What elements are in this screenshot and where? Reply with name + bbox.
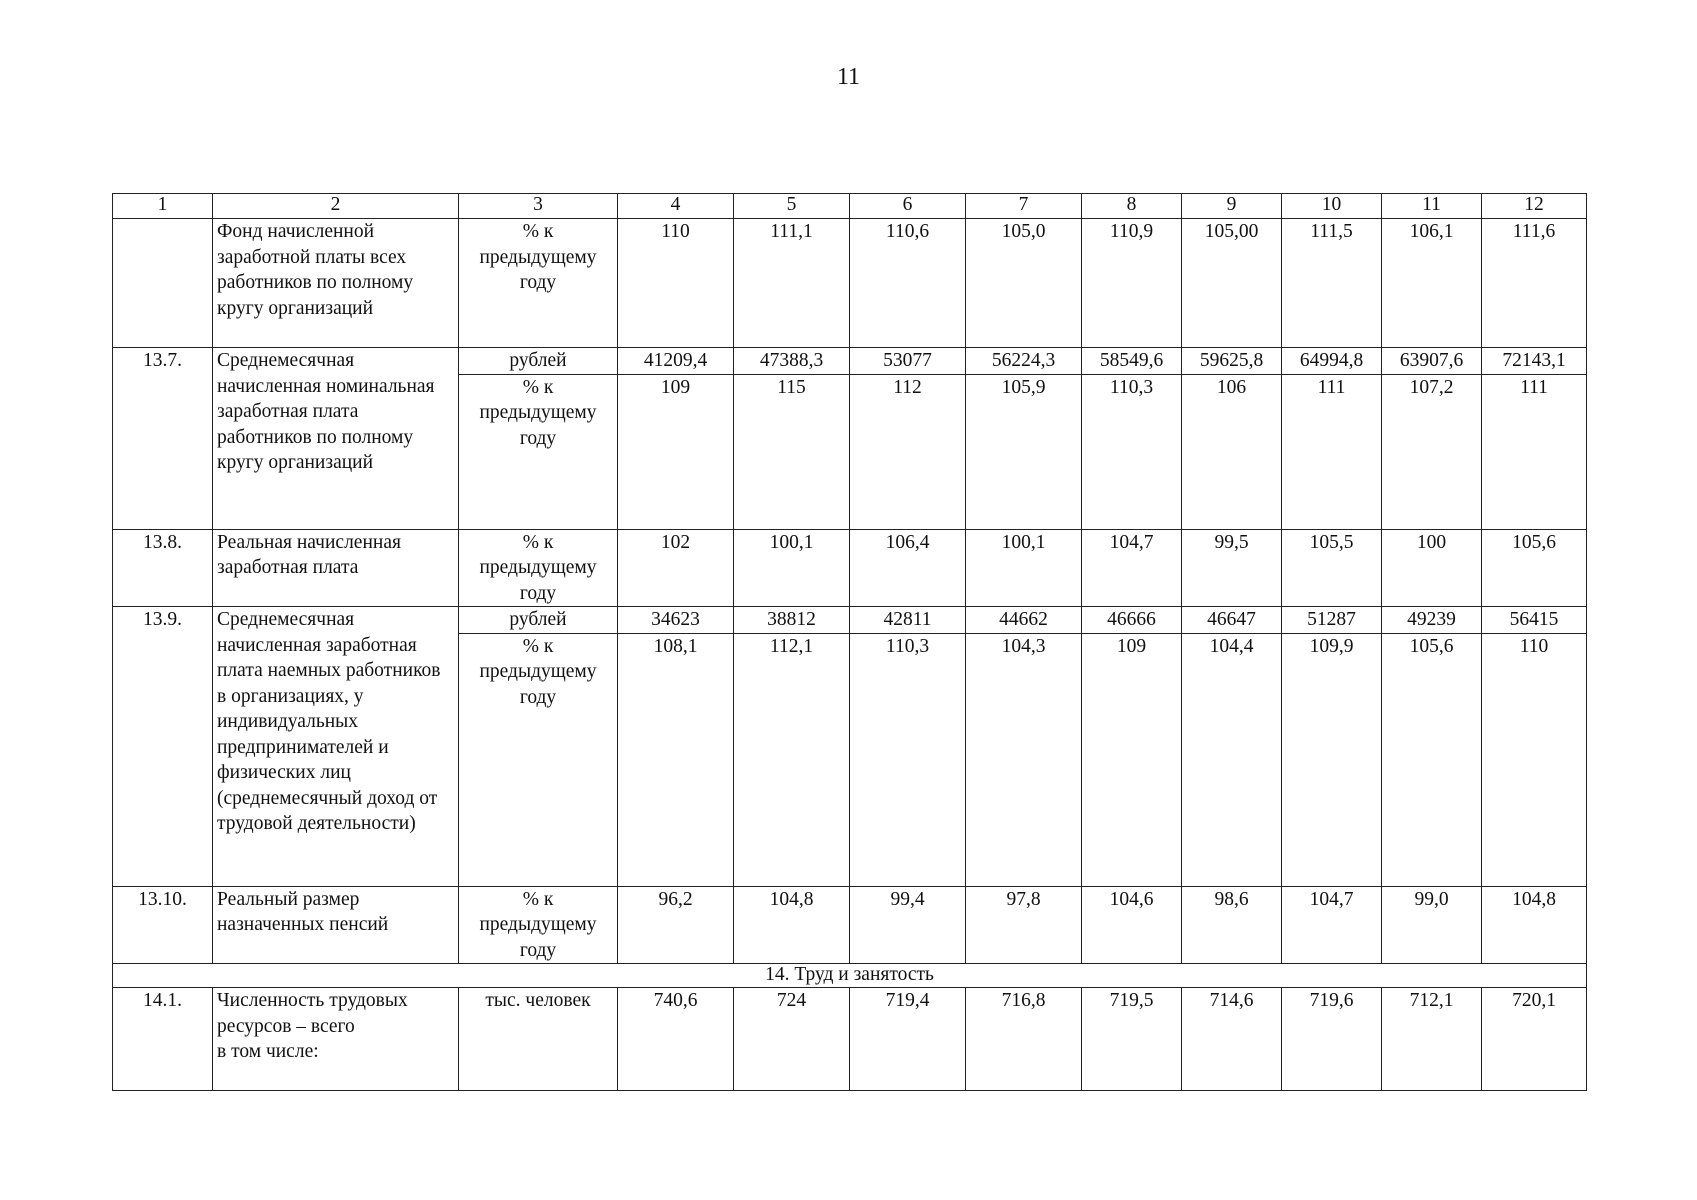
value-cell: 115 bbox=[734, 374, 850, 529]
value-cell: 96,2 bbox=[618, 886, 734, 964]
value-cell: 64994,8 bbox=[1282, 348, 1382, 375]
row-name-sub: в том числе: bbox=[217, 1041, 319, 1062]
value-cell: 110,3 bbox=[850, 633, 966, 886]
value-cell: 109 bbox=[618, 374, 734, 529]
value-cell: 104,6 bbox=[1082, 886, 1182, 964]
row-name: Фонд начисленной заработной платы всех работников по полному кругу организаций bbox=[213, 219, 459, 348]
table-row bbox=[113, 219, 1587, 348]
indicators-table bbox=[112, 193, 1587, 1091]
value-cell: 99,5 bbox=[1182, 529, 1282, 607]
row-unit: рублей bbox=[459, 607, 618, 634]
value-cell: 100,1 bbox=[966, 529, 1082, 607]
value-cell: 102 bbox=[618, 529, 734, 607]
table-row bbox=[113, 886, 1587, 964]
value-cell: 38812 bbox=[734, 607, 850, 634]
col-header: 2 bbox=[213, 194, 459, 219]
value-cell: 58549,6 bbox=[1082, 348, 1182, 375]
value-cell: 104,4 bbox=[1182, 633, 1282, 886]
row-unit: % к предыдущему году bbox=[459, 886, 618, 964]
value-cell: 46647 bbox=[1182, 607, 1282, 634]
value-cell: 112 bbox=[850, 374, 966, 529]
value-cell: 105,9 bbox=[966, 374, 1082, 529]
row-name bbox=[213, 988, 459, 1091]
value-cell: 49239 bbox=[1382, 607, 1482, 634]
value-cell: 111,1 bbox=[734, 219, 850, 348]
value-cell: 105,6 bbox=[1382, 633, 1482, 886]
page-number: 11 bbox=[836, 64, 861, 90]
value-cell: 105,0 bbox=[966, 219, 1082, 348]
col-header: 8 bbox=[1082, 194, 1182, 219]
value-cell: 72143,1 bbox=[1482, 348, 1587, 375]
value-cell: 716,8 bbox=[966, 988, 1082, 1091]
col-header: 7 bbox=[966, 194, 1082, 219]
row-name: Реальная начисленная заработная плата bbox=[213, 529, 459, 607]
value-cell: 98,6 bbox=[1182, 886, 1282, 964]
value-cell: 104,7 bbox=[1282, 886, 1382, 964]
value-cell: 719,6 bbox=[1282, 988, 1382, 1091]
value-cell: 714,6 bbox=[1182, 988, 1282, 1091]
value-cell: 110,9 bbox=[1082, 219, 1182, 348]
value-cell: 110 bbox=[1482, 633, 1587, 886]
value-cell: 105,6 bbox=[1482, 529, 1587, 607]
section-heading: 14. Труд и занятость bbox=[113, 964, 1587, 988]
row-name: Реальный размер назначенных пенсий bbox=[213, 886, 459, 964]
value-cell: 111 bbox=[1482, 374, 1587, 529]
col-header: 6 bbox=[850, 194, 966, 219]
row-code bbox=[113, 219, 213, 348]
value-cell: 53077 bbox=[850, 348, 966, 375]
value-cell: 724 bbox=[734, 988, 850, 1091]
row-code: 13.9. bbox=[113, 607, 213, 887]
table-row bbox=[113, 348, 1587, 375]
row-code: 13.10. bbox=[113, 886, 213, 964]
row-unit: % к предыдущему году bbox=[459, 529, 618, 607]
value-cell: 111 bbox=[1282, 374, 1382, 529]
value-cell: 100,1 bbox=[734, 529, 850, 607]
value-cell: 99,4 bbox=[850, 886, 966, 964]
row-unit: % к предыдущему году bbox=[459, 374, 618, 529]
value-cell: 99,0 bbox=[1382, 886, 1482, 964]
value-cell: 105,5 bbox=[1282, 529, 1382, 607]
value-cell: 107,2 bbox=[1382, 374, 1482, 529]
row-code: 14.1. bbox=[113, 988, 213, 1091]
row-name: Среднемесячная начисленная номинальная заработная плата работников по полному кругу организаций bbox=[213, 348, 459, 530]
col-header: 4 bbox=[618, 194, 734, 219]
table-row bbox=[113, 529, 1587, 607]
value-cell: 41209,4 bbox=[618, 348, 734, 375]
value-cell: 104,8 bbox=[734, 886, 850, 964]
value-cell: 110,6 bbox=[850, 219, 966, 348]
row-unit: тыс. человек bbox=[459, 988, 618, 1091]
value-cell: 110,3 bbox=[1082, 374, 1182, 529]
value-cell: 47388,3 bbox=[734, 348, 850, 375]
row-name: Среднемесячная начисленная заработная плата наемных работников в организациях, у индивидуальных предпринимателей и физических лиц (среднемесячный доход от трудовой деятельности) bbox=[213, 607, 459, 887]
value-cell: 56415 bbox=[1482, 607, 1587, 634]
col-header: 1 bbox=[113, 194, 213, 219]
col-header: 10 bbox=[1282, 194, 1382, 219]
value-cell: 63907,6 bbox=[1382, 348, 1482, 375]
value-cell: 51287 bbox=[1282, 607, 1382, 634]
section-row bbox=[113, 964, 1587, 988]
table-row bbox=[113, 607, 1587, 634]
column-number-row bbox=[113, 194, 1587, 219]
value-cell: 59625,8 bbox=[1182, 348, 1282, 375]
row-unit: рублей bbox=[459, 348, 618, 375]
value-cell: 108,1 bbox=[618, 633, 734, 886]
row-code: 13.8. bbox=[113, 529, 213, 607]
value-cell: 712,1 bbox=[1382, 988, 1482, 1091]
value-cell: 720,1 bbox=[1482, 988, 1587, 1091]
value-cell: 104,8 bbox=[1482, 886, 1587, 964]
value-cell: 97,8 bbox=[966, 886, 1082, 964]
row-code: 13.7. bbox=[113, 348, 213, 530]
col-header: 5 bbox=[734, 194, 850, 219]
value-cell: 740,6 bbox=[618, 988, 734, 1091]
value-cell: 46666 bbox=[1082, 607, 1182, 634]
row-unit: % к предыдущему году bbox=[459, 219, 618, 348]
value-cell: 719,5 bbox=[1082, 988, 1182, 1091]
value-cell: 109 bbox=[1082, 633, 1182, 886]
table-row bbox=[113, 988, 1587, 1091]
col-header: 12 bbox=[1482, 194, 1587, 219]
value-cell: 110 bbox=[618, 219, 734, 348]
value-cell: 105,00 bbox=[1182, 219, 1282, 348]
value-cell: 42811 bbox=[850, 607, 966, 634]
value-cell: 106,4 bbox=[850, 529, 966, 607]
row-name-main: Численность трудовых ресурсов – всего bbox=[217, 990, 408, 1037]
col-header: 3 bbox=[459, 194, 618, 219]
value-cell: 111,5 bbox=[1282, 219, 1382, 348]
value-cell: 44662 bbox=[966, 607, 1082, 634]
value-cell: 56224,3 bbox=[966, 348, 1082, 375]
col-header: 11 bbox=[1382, 194, 1482, 219]
value-cell: 104,3 bbox=[966, 633, 1082, 886]
value-cell: 109,9 bbox=[1282, 633, 1382, 886]
value-cell: 112,1 bbox=[734, 633, 850, 886]
value-cell: 34623 bbox=[618, 607, 734, 634]
value-cell: 100 bbox=[1382, 529, 1482, 607]
value-cell: 111,6 bbox=[1482, 219, 1587, 348]
col-header: 9 bbox=[1182, 194, 1282, 219]
value-cell: 719,4 bbox=[850, 988, 966, 1091]
value-cell: 106 bbox=[1182, 374, 1282, 529]
value-cell: 104,7 bbox=[1082, 529, 1182, 607]
value-cell: 106,1 bbox=[1382, 219, 1482, 348]
row-unit: % к предыдущему году bbox=[459, 633, 618, 886]
